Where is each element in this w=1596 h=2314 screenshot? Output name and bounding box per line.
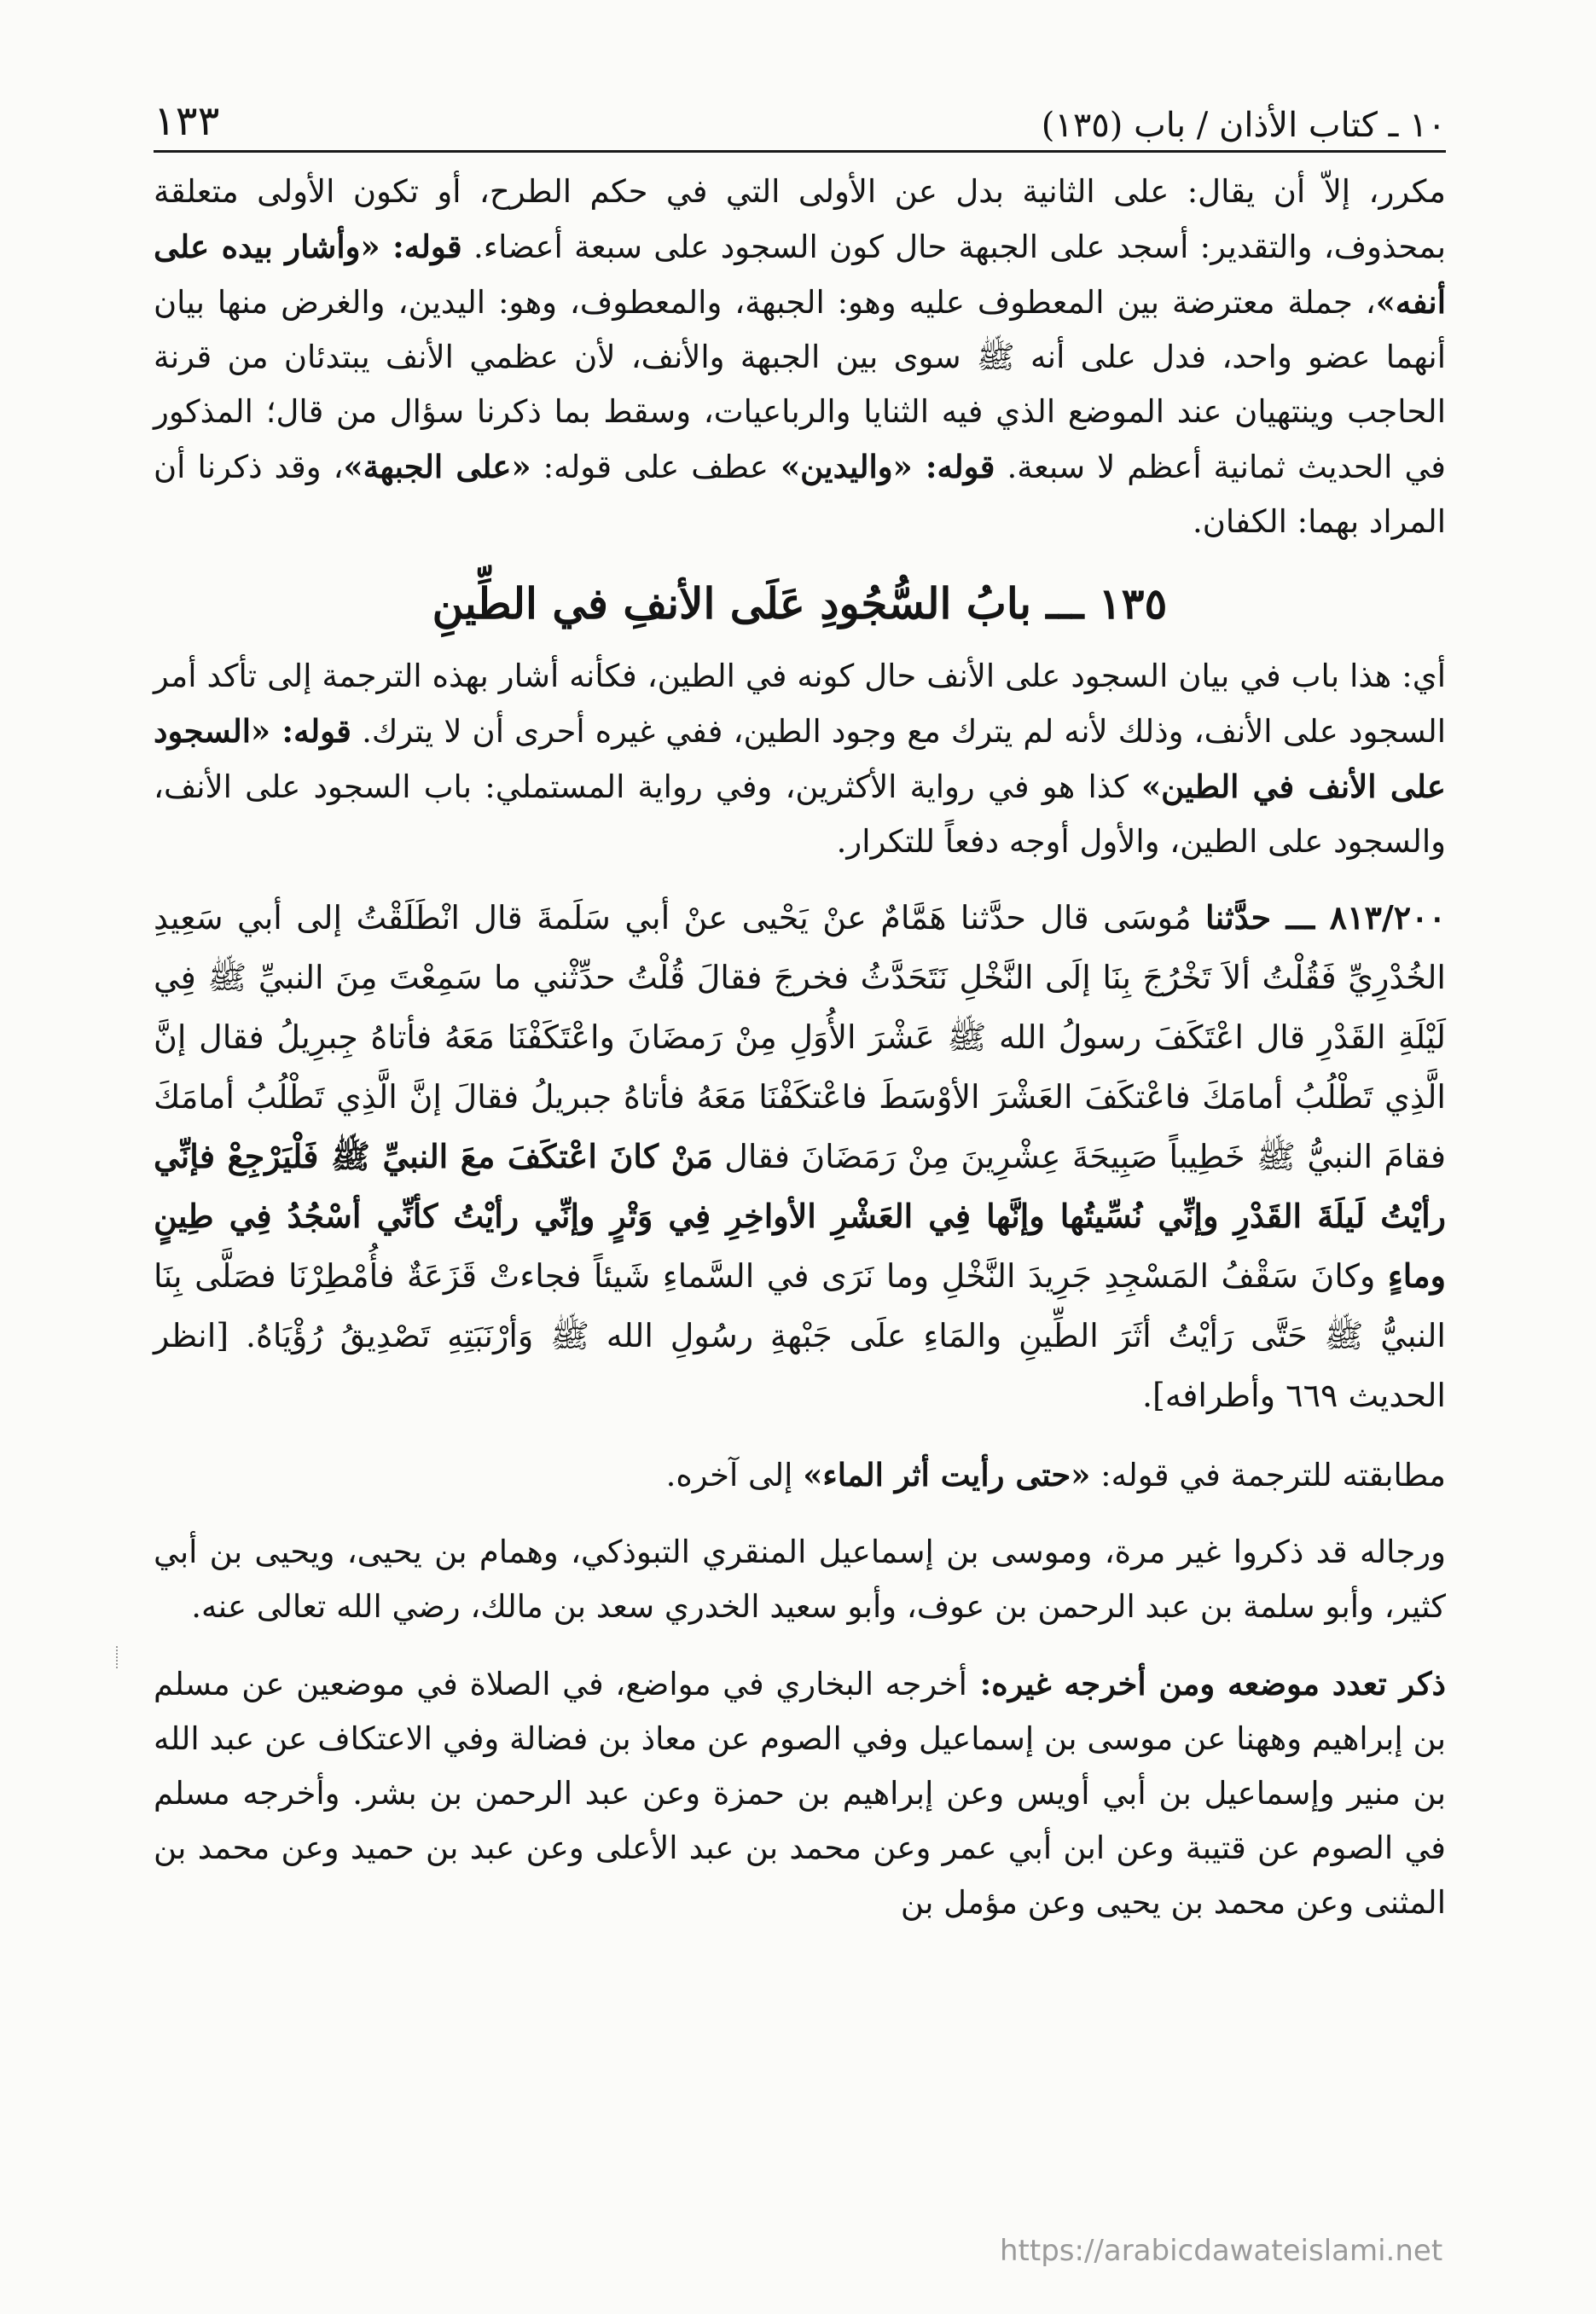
sources-text: أخرجه البخاري في مواضع، في الصلاة في موضعين عن مسلم بن إبراهيم وههنا عن موسى بن إسماعيل وفي الصوم عن معاذ بن فضالة وفي الاعتكاف عن عبد الله بن منير وإسماعيل بن أبي أويس وعن إبراهيم بن حمزة وعن عبد الرحمن بن بشر. وأخرجه مسلم في الصوم عن قتيبة وعن ابن أبي عمر وعن محمد بن عبد الأعلى وعن عبد بن حميد وعن محمد بن المثنى وعن محمد بن يحيى وعن مؤمل بن (154, 1666, 1446, 1921)
quoted-title: «السجود على الأنف في الطين» (154, 712, 1446, 805)
intro-paragraph (154, 165, 1446, 549)
intro-text: مكرر، إلاّ أن يقال: على الثانية بدل عن الأولى التي في حكم الطرح، أو تكون الأولى متعلقة بمحذوف، والتقدير: أسجد على الجبهة حال كون السجود على سبعة أعضاء. (154, 173, 1446, 265)
qawluh-label-3: قوله: (270, 712, 351, 750)
commentary-text-2: كذا هو في رواية الأكثرين، وفي رواية المستملي: باب السجود على الأنف، والسجود على الطين، والأول أوجه دفعاً للتكرار. (154, 768, 1446, 860)
running-title: ١٠ ـ كتاب الأذان / باب (١٣٥) (1041, 106, 1446, 145)
quoted-phrase-3: «على الجبهة» (343, 448, 531, 485)
intro-text-2: ، جملة معترضة بين المعطوف عليه وهو: الجبهة، والمعطوف، وهو: اليدين، والغرض منها بيان أنهما عضو واحد، فدل على أنه ﷺ سوى بين الجبهة والأنف، لأن عظمي الأنف يبتدئان من قرنة الحاجب وينتهيان عند الموضع الذي فيه الثنايا والرباعيات، وسقط بما ذكرنا سؤال من قال؛ المذكور في الحديث ثمانية أعظم لا سبعة. (154, 284, 1446, 485)
hadith-body: مُوسَى قال حدَّثنا هَمَّامٌ عنْ يَحْيى عنْ أبي سَلَمةَ قال انْطَلَقْتُ إلى أبي سَعِيدِ الخُدْرِيِّ فَقُلْتُ ألاَ تَخْرُجَ بِنَا إلَى النَّخْلِ نَتَحَدَّثُ فخرجَ فقالَ قُلْتُ حدِّثْني ما سَمِعْتَ مِنَ النبيِّ ﷺ فِي لَيْلَةِ القَدْرِ قال اعْتَكَفَ رسولُ الله ﷺ عَشْرَ الأُوَلِ مِنْ رَمضَانَ واعْتَكَفْنَا مَعَهُ فأتاهُ جِبرِيلُ فقال إنَّ الَّذِي تَطْلُبُ أمامَكَ فاعْتكَفَ العَشْرَ الأوْسَطَ فاعْتكَفْنَا مَعَهُ فأتاهُ جبريلُ فقالَ إنَّ الَّذِي تَطْلُبُ أمامَكَ فقامَ النبيُّ ﷺ خَطِيباً صَبِيحَةَ عِشْرِينَ مِنْ رَمَضَانَ فقال (154, 899, 1447, 1175)
commentary-text: أي: هذا باب في بيان السجود على الأنف حال كونه في الطين، فكأنه أشار بهذه الترجمة إلى تأكد أمر السجود على الأنف، وذلك لأنه لم يترك مع وجود الطين، ففي غيره أحرى أن لا يترك. (154, 658, 1447, 750)
intro-text-3: عطف على قوله: (531, 449, 781, 485)
quoted-phrase: «وأشار بيده على أنفه» (154, 228, 1446, 321)
hadith-number: ٨١٣/٢٠٠ ـــ (1271, 898, 1446, 937)
margin-mark (116, 1646, 119, 1668)
correspondence-paragraph (154, 1447, 1446, 1503)
sources-heading: ذكر تعدد موضعه ومن أخرجه غيره: (966, 1665, 1447, 1702)
sources-paragraph (154, 1656, 1446, 1930)
hadith-opening: حدَّثنا (1205, 898, 1272, 937)
page-number: ١٣٣ (154, 97, 220, 145)
hadith-bold-part: مَنْ كانَ اعْتكَفَ معَ النبيِّ ﷺ فَلْيَرْجِعْ فإنِّي رأيْتُ لَيلَةَ القَدْرِ وإنِّي نُسِّيتُها وإنَّها فِي العَشْرِ الأواخِرِ فِي وَتْرٍ وإنِّي رأيْتُ كأنِّي أسْجُدُ فِي طِينٍ وماءٍ (154, 1137, 1446, 1295)
hadith-text (154, 888, 1446, 1425)
watermark-url: https://arabicdawateislami.net (1000, 2234, 1443, 2268)
intro-text-4: ، وقد ذكرنا أن المراد بهما: الكفان. (154, 449, 1446, 540)
quoted-phrase-2: «واليدين» (781, 448, 913, 485)
hadith-block (154, 888, 1446, 1425)
book-page (154, 78, 1446, 2279)
narrators-paragraph: ورجاله قد ذكروا غير مرة، وموسى بن إسماعيل المنقري التبوذكي، وهمام بن يحيى، ويحيى بن أبي كثير، وأبو سلمة بن عبد الرحمن بن عوف، وأبو سعيد الخدري سعد بن مالك، رضي الله تعالى عنه. (154, 1534, 1446, 1625)
hadith-body-2: وكانَ سَقْفُ المَسْجِدِ جَرِيدَ النَّخْلِ وما نَرَى في السَّماءِ شَيئاً فجاءتْ قَزَعَةٌ فأُمْطِرْنَا فصَلَّى بِنَا النبيُّ ﷺ حَتَّى رَأيْتُ أثَرَ الطِّينِ والمَاءِ علَى جَبْهةِ رسُولِ الله ﷺ وَأرْنَبَتِهِ تَصْدِيقُ رُؤْيَاهُ. [انظر الحديث ٦٦٩ وأطرافه]. (154, 1257, 1446, 1414)
chapter-commentary (154, 649, 1446, 869)
correspondence-quote: «حتى رأيت أثر الماء» (803, 1456, 1091, 1493)
qawluh-label-2: قوله: (912, 448, 995, 485)
correspondence-text-2: إلى آخره. (665, 1457, 804, 1493)
chapter-heading: ١٣٥ ـــ بابُ السُّجُودِ عَلَى الأنفِ في الطِّينِ (432, 578, 1168, 629)
qawluh-label: قوله: (380, 228, 462, 265)
page-header (154, 78, 1446, 153)
correspondence-text: مطابقته للترجمة في قوله: (1090, 1457, 1446, 1493)
